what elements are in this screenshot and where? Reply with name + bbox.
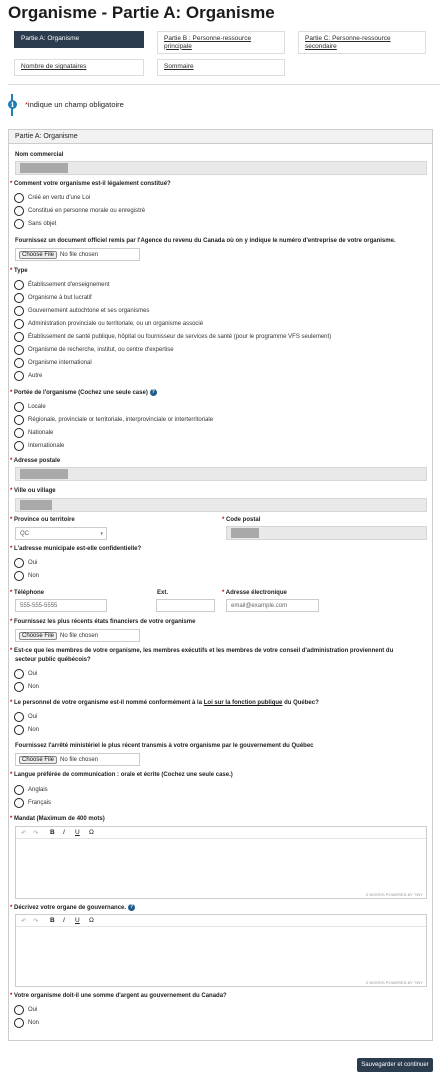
editor-footer: 0 WORDS POWERED BY TINY bbox=[366, 980, 423, 985]
required-note: *indique un champ obligatoire bbox=[25, 100, 124, 109]
ext-input[interactable] bbox=[156, 599, 215, 612]
radio-button[interactable] bbox=[14, 293, 24, 303]
radio-button[interactable] bbox=[14, 669, 24, 679]
radio-button[interactable] bbox=[14, 332, 24, 342]
chevron-down-icon: ▾ bbox=[100, 531, 103, 537]
langue-label: * Langue préférée de communication : orale et écrite (Cochez une seule case.) bbox=[10, 772, 233, 778]
italic-button[interactable]: I bbox=[63, 829, 65, 836]
special-character-button[interactable]: Ω bbox=[89, 917, 94, 924]
radio-button[interactable] bbox=[14, 798, 24, 808]
choose-file-button[interactable]: Choose File bbox=[19, 251, 57, 259]
radio-button[interactable] bbox=[14, 558, 24, 568]
tab-sommaire[interactable]: Sommaire bbox=[157, 59, 285, 76]
radio-button[interactable] bbox=[14, 219, 24, 229]
radio-button[interactable] bbox=[14, 206, 24, 216]
membres-quebec-label-line2: secteur public québécois? bbox=[15, 657, 91, 663]
radio-button[interactable] bbox=[14, 319, 24, 329]
radio-button[interactable] bbox=[14, 785, 24, 795]
redo-icon[interactable]: ↷ bbox=[33, 918, 39, 925]
help-icon[interactable]: ? bbox=[151, 389, 155, 395]
radio-button[interactable] bbox=[14, 371, 24, 381]
ville-field bbox=[15, 498, 427, 512]
bold-button[interactable]: B bbox=[50, 917, 55, 924]
undo-icon[interactable]: ↶ bbox=[21, 918, 27, 925]
portee-label: * Portée de l'organisme (Cochez une seule case) ? bbox=[10, 389, 155, 397]
underline-button[interactable]: U bbox=[75, 917, 80, 924]
radio-button[interactable] bbox=[14, 441, 24, 451]
divider bbox=[8, 84, 440, 85]
underline-button[interactable]: U bbox=[75, 829, 80, 836]
loi-fonction-publique-link[interactable]: Loi sur la fonction publique bbox=[203, 700, 283, 706]
adresse-postale-field bbox=[15, 467, 427, 481]
radio-button[interactable] bbox=[14, 571, 24, 581]
doc-officiel-label: Fournissez un document officiel remis par l'Agence du revenu du Canada où on y indique le numéro d'entreprise de votre organisme. bbox=[15, 238, 396, 244]
fonction-publique-label: * Le personnel de votre organisme est-il nommé conformément à la Loi sur la fonction publique du Québec? bbox=[10, 700, 319, 706]
info-icon: i bbox=[8, 100, 17, 109]
page-title: Organisme - Partie A: Organisme bbox=[8, 3, 275, 22]
province-label: * Province ou territoire bbox=[10, 517, 75, 523]
nom-commercial-label: Nom commercial bbox=[15, 152, 64, 158]
radio-button[interactable] bbox=[14, 428, 24, 438]
etats-financiers-label: * Fournissez les plus récents états financiers de votre organisme bbox=[10, 619, 196, 625]
help-icon[interactable]: ? bbox=[130, 904, 134, 910]
adresse-postale-label: * Adresse postale bbox=[10, 458, 61, 464]
gouvernance-editor[interactable] bbox=[15, 914, 427, 987]
doc-officiel-file-input[interactable]: Choose File No file chosen bbox=[15, 248, 140, 261]
email-input[interactable]: email@example.com bbox=[226, 599, 319, 612]
nom-commercial-field bbox=[15, 161, 427, 175]
tab-partie-c[interactable]: Partie C: Personne-ressource secondaire bbox=[298, 31, 426, 54]
choose-file-button[interactable]: Choose File bbox=[19, 756, 57, 764]
editor-footer: 0 WORDS POWERED BY TINY bbox=[366, 892, 423, 897]
constitue-label: * Comment votre organisme est-il légalement constitué? bbox=[10, 181, 171, 187]
code-postal-label: * Code postal bbox=[222, 517, 261, 523]
bold-button[interactable]: B bbox=[50, 829, 55, 836]
membres-quebec-label: * Est-ce que les membres de votre organisme, les membres exécutifs et les membres de votre conseil d'administration proviennent du bbox=[10, 648, 394, 654]
confidentielle-label: * L'adresse municipale est-elle confidentielle? bbox=[10, 546, 142, 552]
ville-label: * Ville ou village bbox=[10, 488, 56, 494]
gouvernance-label: * Décrivez votre organe de gouvernance. ? bbox=[10, 904, 134, 912]
radio-button[interactable] bbox=[14, 345, 24, 355]
telephone-label: * Téléphone bbox=[10, 590, 45, 596]
radio-button[interactable] bbox=[14, 1018, 24, 1028]
radio-button[interactable] bbox=[14, 725, 24, 735]
province-select[interactable]: QC ▾ bbox=[15, 527, 107, 540]
editor-toolbar bbox=[16, 827, 426, 839]
code-postal-field bbox=[226, 526, 427, 540]
editor-toolbar bbox=[16, 915, 426, 927]
radio-button[interactable] bbox=[14, 193, 24, 203]
telephone-input[interactable]: 555-555-5555 bbox=[15, 599, 107, 612]
courriel-label: * Adresse électronique bbox=[222, 590, 287, 596]
tab-partie-a[interactable]: Partie A: Organisme bbox=[14, 31, 144, 48]
special-character-button[interactable]: Ω bbox=[89, 829, 94, 836]
radio-button[interactable] bbox=[14, 415, 24, 425]
mandat-editor[interactable] bbox=[15, 826, 427, 899]
radio-button[interactable] bbox=[14, 682, 24, 692]
tab-partie-b[interactable]: Partie B : Personne-ressource principale bbox=[157, 31, 285, 54]
arrete-label: Fournissez l'arrêté ministériel le plus récent transmis à votre organisme par le gouvernement du Québec bbox=[15, 743, 314, 749]
radio-button[interactable] bbox=[14, 306, 24, 316]
type-label: * Type bbox=[10, 268, 28, 274]
undo-icon[interactable]: ↶ bbox=[21, 830, 27, 837]
radio-button[interactable] bbox=[14, 358, 24, 368]
redo-icon[interactable]: ↷ bbox=[33, 830, 39, 837]
save-continue-button[interactable]: Sauvegarder et continuer bbox=[357, 1058, 433, 1072]
choose-file-button[interactable]: Choose File bbox=[19, 632, 57, 640]
ext-label: Ext. bbox=[157, 590, 169, 596]
tab-signataires[interactable]: Nombre de signataires bbox=[14, 59, 144, 76]
arrete-file-input[interactable]: Choose File No file chosen bbox=[15, 753, 140, 766]
etats-financiers-file-input[interactable]: Choose File No file chosen bbox=[15, 629, 140, 642]
mandat-label: * Mandat (Maximum de 400 mots) bbox=[10, 816, 105, 822]
italic-button[interactable]: I bbox=[63, 917, 65, 924]
panel-title: Partie A: Organisme bbox=[9, 130, 432, 144]
radio-button[interactable] bbox=[14, 402, 24, 412]
radio-button[interactable] bbox=[14, 712, 24, 722]
radio-button[interactable] bbox=[14, 1005, 24, 1015]
dette-label: * Votre organisme doit-il une somme d'argent au gouvernement du Canada? bbox=[10, 993, 227, 999]
radio-button[interactable] bbox=[14, 280, 24, 290]
